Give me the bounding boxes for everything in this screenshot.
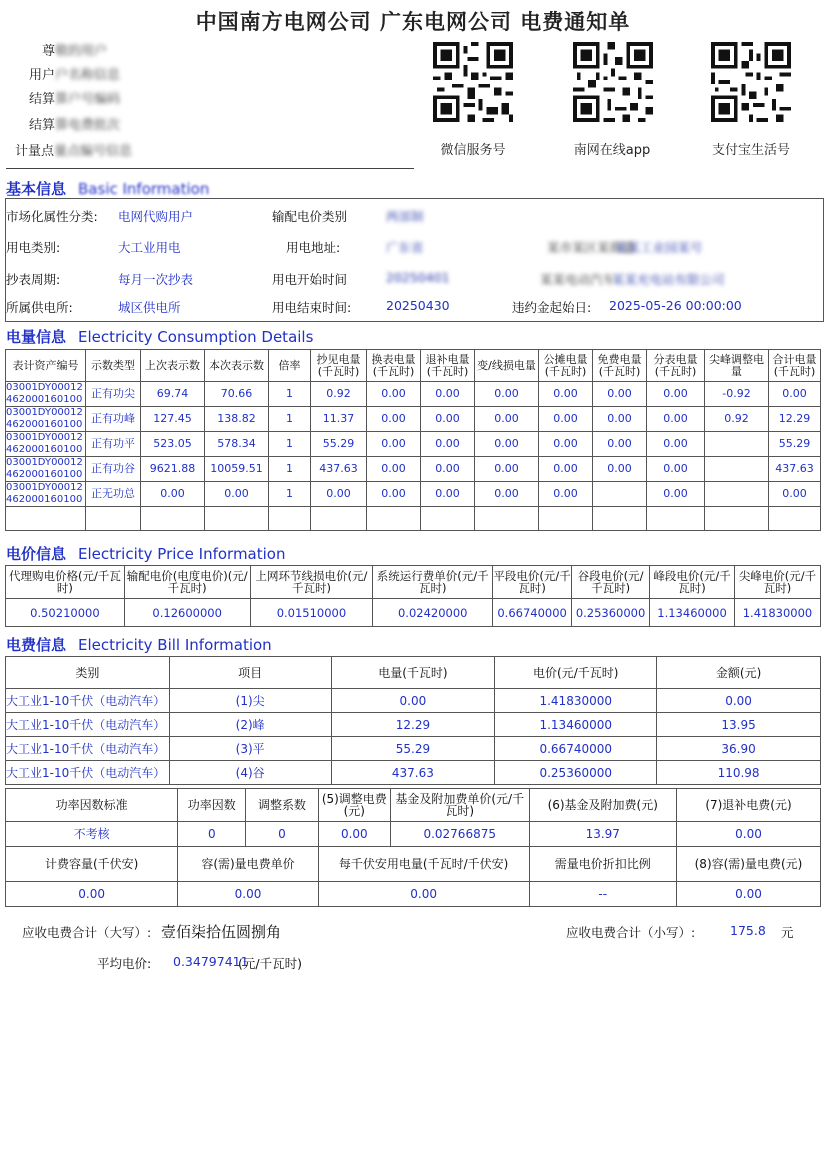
avg-price-unit: (元/千瓦时) xyxy=(238,956,302,971)
bill-table xyxy=(5,656,821,785)
cell: 0.00 xyxy=(311,482,367,507)
table-row xyxy=(6,882,821,907)
cell: 0.00 xyxy=(421,482,475,507)
avg-price-label: 平均电价: xyxy=(97,956,152,971)
cell: 0.92 xyxy=(311,382,367,407)
col-header: 免费电量(千瓦时) xyxy=(593,350,647,382)
address-label: 用电地址: xyxy=(286,240,341,255)
reading-type: 正有功峰 xyxy=(86,407,141,432)
cell: 11.37 xyxy=(311,407,367,432)
bill-kwh: 0.00 xyxy=(331,689,495,713)
col-header: 基金及附加费单价(元/千瓦时) xyxy=(390,789,529,822)
cell: 0.00 xyxy=(539,482,593,507)
penalty-label: 违约金起始日: xyxy=(512,300,592,315)
end-label: 用电结束时间: xyxy=(272,300,352,315)
cell: 0.00 xyxy=(367,407,421,432)
qr-code-wechat[interactable] xyxy=(433,42,513,122)
col-header: 抄见电量(千瓦时) xyxy=(311,350,367,382)
reading-type: 正有功平 xyxy=(86,432,141,457)
bill-price: 0.25360000 xyxy=(495,761,657,785)
col-header: 峰段电价(元/千瓦时) xyxy=(650,566,735,599)
power-factor-table xyxy=(5,788,821,907)
page-title: 中国南方电网公司 广东电网公司 电费通知单 xyxy=(195,10,631,34)
pf-cell: 13.97 xyxy=(529,822,676,847)
cell xyxy=(705,482,769,507)
header-user: 用户户名称信息 xyxy=(29,68,121,83)
price-cell: 1.41830000 xyxy=(735,599,821,627)
col-header: 换表电量(千瓦时) xyxy=(367,350,421,382)
cell: 578.34 xyxy=(205,432,269,457)
cell: 55.29 xyxy=(311,432,367,457)
bill-category: 大工业1-10千伏（电动汽车） xyxy=(6,689,170,713)
col-header: 表计资产编号 xyxy=(6,350,86,382)
cell: 0.00 xyxy=(141,482,205,507)
cell: 0.00 xyxy=(475,407,539,432)
cell: 1 xyxy=(269,407,311,432)
cell: 127.45 xyxy=(141,407,205,432)
bill-amount: 36.90 xyxy=(657,737,821,761)
col-header: 计费容量(千伏安) xyxy=(6,847,178,882)
header-account: 结算算户号编码 xyxy=(29,92,121,107)
cell: 70.66 xyxy=(205,382,269,407)
tariff-value: 两部制 xyxy=(386,209,424,224)
table-row xyxy=(6,457,821,482)
cycle-value: 每月一次抄表 xyxy=(118,272,194,287)
price-cell: 0.01510000 xyxy=(250,599,373,627)
cell: 0.00 xyxy=(475,432,539,457)
cell: 0.00 xyxy=(475,382,539,407)
usage-value: 大工业用电 xyxy=(118,240,181,255)
col-header: 分表电量(千瓦时) xyxy=(647,350,705,382)
bill-price: 1.41830000 xyxy=(495,689,657,713)
bill-kwh: 12.29 xyxy=(331,713,495,737)
meter-id: 03001DY00012462000160100 xyxy=(6,482,86,507)
cell xyxy=(705,457,769,482)
office-value: 城区供电所 xyxy=(118,300,181,315)
cycle-label: 抄表周期: xyxy=(6,272,61,287)
reading-type: 正有功尖 xyxy=(86,382,141,407)
start-blur-2: 某某充电站有限公司 xyxy=(612,272,725,287)
cell: 55.29 xyxy=(769,432,821,457)
col-header: 公摊电量(千瓦时) xyxy=(539,350,593,382)
price-cell: 0.50210000 xyxy=(6,599,125,627)
bill-section-title: 电费信息 Electricity Bill Information xyxy=(6,636,272,654)
reading-type: 正有功谷 xyxy=(86,457,141,482)
cap-cell: 0.00 xyxy=(677,882,821,907)
office-label: 所属供电所: xyxy=(6,300,73,315)
cell: 0.00 xyxy=(593,457,647,482)
table-row xyxy=(6,599,821,627)
col-header: 容(需)量电费单价 xyxy=(178,847,318,882)
price-table xyxy=(5,565,821,627)
col-header: 退补电量(千瓦时) xyxy=(421,350,475,382)
cell: 0.00 xyxy=(647,407,705,432)
market-value: 电网代购用户 xyxy=(118,209,194,224)
header-greeting: 尊敬的用户 xyxy=(42,44,108,59)
pf-cell: 0 xyxy=(178,822,246,847)
col-header: 尖峰调整电量 xyxy=(705,350,769,382)
cell: -0.92 xyxy=(705,382,769,407)
cell: 12.29 xyxy=(769,407,821,432)
total-lower-unit: 元 xyxy=(781,925,794,940)
table-row xyxy=(6,737,821,761)
start-blur-1: 某某电动汽车 xyxy=(540,272,616,287)
cap-cell: 0.00 xyxy=(318,882,529,907)
table-row-empty xyxy=(6,507,821,531)
meter-id: 03001DY00012462000160100 xyxy=(6,457,86,482)
price-cell: 0.25360000 xyxy=(572,599,650,627)
bill-item: (1)尖 xyxy=(169,689,331,713)
address-value: 广东省 xyxy=(386,240,424,255)
col-header: 功率因数标准 xyxy=(6,789,178,822)
price-cell: 0.66740000 xyxy=(493,599,572,627)
price-cell: 0.02420000 xyxy=(373,599,493,627)
end-value: 20250430 xyxy=(386,298,450,313)
table-row xyxy=(6,482,821,507)
cell: 0.00 xyxy=(593,382,647,407)
bill-amount: 110.98 xyxy=(657,761,821,785)
cell: 0.00 xyxy=(367,482,421,507)
col-header: 金额(元) xyxy=(657,657,821,689)
table-row xyxy=(6,382,821,407)
cell xyxy=(593,482,647,507)
col-header: (8)容(需)量电费(元) xyxy=(677,847,821,882)
table-row xyxy=(6,407,821,432)
total-upper-label: 应收电费合计（大写）: xyxy=(22,925,152,940)
cell: 10059.51 xyxy=(205,457,269,482)
col-header: 功率因数 xyxy=(178,789,246,822)
cell: 0.00 xyxy=(421,432,475,457)
cell: 0.00 xyxy=(539,432,593,457)
bill-item: (4)谷 xyxy=(169,761,331,785)
bill-category: 大工业1-10千伏（电动汽车） xyxy=(6,761,170,785)
bill-kwh: 55.29 xyxy=(331,737,495,761)
col-header: 变/线损电量 xyxy=(475,350,539,382)
cell: 0.00 xyxy=(539,457,593,482)
table-row xyxy=(6,689,821,713)
cap-cell: -- xyxy=(529,882,676,907)
total-upper-value: 壹佰柒拾伍圆捌角 xyxy=(161,923,282,941)
price-cell: 1.13460000 xyxy=(650,599,735,627)
cell: 1 xyxy=(269,432,311,457)
col-header: 电价(元/千瓦时) xyxy=(495,657,657,689)
col-header: 调整系数 xyxy=(246,789,318,822)
bill-amount: 0.00 xyxy=(657,689,821,713)
col-header: 尖峰电价(元/千瓦时) xyxy=(735,566,821,599)
cell: 0.00 xyxy=(367,432,421,457)
qr-caption-alipay: 支付宝生活号 xyxy=(711,143,790,158)
cell: 0.00 xyxy=(647,432,705,457)
cell: 0.00 xyxy=(769,482,821,507)
cell: 138.82 xyxy=(205,407,269,432)
bill-item: (3)平 xyxy=(169,737,331,761)
cell: 0.00 xyxy=(421,457,475,482)
col-header: (7)退补电费(元) xyxy=(677,789,821,822)
pf-cell: 0.02766875 xyxy=(390,822,529,847)
cell: 0.00 xyxy=(367,382,421,407)
bill-item: (2)峰 xyxy=(169,713,331,737)
cell: 0.00 xyxy=(647,482,705,507)
col-header: 谷段电价(元/千瓦时) xyxy=(572,566,650,599)
bill-price: 1.13460000 xyxy=(495,713,657,737)
col-header: (6)基金及附加费(元) xyxy=(529,789,676,822)
start-label: 用电开始时间 xyxy=(272,272,348,287)
price-section-title: 电价信息 Electricity Price Information xyxy=(6,545,286,563)
meter-id: 03001DY00012462000160100 xyxy=(6,382,86,407)
cell: 69.74 xyxy=(141,382,205,407)
cell: 0.00 xyxy=(367,457,421,482)
basic-section-title: 基本信息 Basic Information xyxy=(6,180,210,198)
cell: 1 xyxy=(269,457,311,482)
header-divider xyxy=(6,168,414,169)
consumption-section-title: 电量信息 Electricity Consumption Details xyxy=(6,328,314,346)
qr-code-alipay[interactable] xyxy=(711,42,791,122)
table-row xyxy=(6,713,821,737)
meter-id: 03001DY00012462000160100 xyxy=(6,407,86,432)
col-header: 示数类型 xyxy=(86,350,141,382)
address-blur-2: 某某工业园某号 xyxy=(615,240,703,255)
table-row xyxy=(6,822,821,847)
penalty-value: 2025-05-26 00:00:00 xyxy=(609,298,742,313)
start-value: 20250401 xyxy=(386,270,450,285)
cell: 0.00 xyxy=(475,457,539,482)
bill-kwh: 437.63 xyxy=(331,761,495,785)
cell: 0.00 xyxy=(205,482,269,507)
cell: 9621.88 xyxy=(141,457,205,482)
cell: 1 xyxy=(269,382,311,407)
cap-cell: 0.00 xyxy=(6,882,178,907)
tariff-label: 输配电价类别 xyxy=(272,209,348,224)
bill-amount: 13.95 xyxy=(657,713,821,737)
qr-caption-app: 南网在线app xyxy=(573,143,651,158)
cell: 0.00 xyxy=(421,407,475,432)
consumption-table xyxy=(5,349,821,531)
col-header: 每千伏安用电量(千瓦时/千伏安) xyxy=(318,847,529,882)
cell: 0.00 xyxy=(539,382,593,407)
price-cell: 0.12600000 xyxy=(124,599,250,627)
pf-cell: 0 xyxy=(246,822,318,847)
bill-category: 大工业1-10千伏（电动汽车） xyxy=(6,737,170,761)
col-header: 本次表示数 xyxy=(205,350,269,382)
col-header: 代理购电价格(元/千瓦时) xyxy=(6,566,125,599)
col-header: 输配电价(电度电价)(元/千瓦时) xyxy=(124,566,250,599)
header-settlement: 结算算电费批次 xyxy=(29,118,121,133)
qr-caption-wechat: 微信服务号 xyxy=(440,143,506,158)
cell: 0.92 xyxy=(705,407,769,432)
cell xyxy=(705,432,769,457)
cell: 0.00 xyxy=(421,382,475,407)
cell: 0.00 xyxy=(769,382,821,407)
col-header: 合计电量(千瓦时) xyxy=(769,350,821,382)
pf-cell: 不考核 xyxy=(6,822,178,847)
cell: 0.00 xyxy=(647,382,705,407)
col-header: 上网环节线损电价(元/千瓦时) xyxy=(250,566,373,599)
total-lower-value: 175.8 xyxy=(730,923,766,938)
col-header: (5)调整电费(元) xyxy=(318,789,390,822)
cell: 1 xyxy=(269,482,311,507)
col-header: 类别 xyxy=(6,657,170,689)
avg-price-value: 0.34797411 xyxy=(173,954,249,969)
col-header: 倍率 xyxy=(269,350,311,382)
col-header: 平段电价(元/千瓦时) xyxy=(493,566,572,599)
cell: 437.63 xyxy=(769,457,821,482)
bill-price: 0.66740000 xyxy=(495,737,657,761)
table-row xyxy=(6,432,821,457)
cell: 0.00 xyxy=(539,407,593,432)
total-lower-label: 应收电费合计（小写）: xyxy=(566,925,696,940)
cap-cell: 0.00 xyxy=(178,882,318,907)
col-header: 项目 xyxy=(169,657,331,689)
qr-code-app[interactable] xyxy=(573,42,653,122)
cell: 0.00 xyxy=(593,432,647,457)
usage-label: 用电类别: xyxy=(6,240,61,255)
table-row xyxy=(6,761,821,785)
col-header: 上次表示数 xyxy=(141,350,205,382)
address-blur-1: 某市某区某街道 xyxy=(547,240,635,255)
pf-cell: 0.00 xyxy=(318,822,390,847)
pf-cell: 0.00 xyxy=(677,822,821,847)
bill-category: 大工业1-10千伏（电动汽车） xyxy=(6,713,170,737)
cell: 0.00 xyxy=(475,482,539,507)
cell: 0.00 xyxy=(593,407,647,432)
cell: 523.05 xyxy=(141,432,205,457)
header-meterpoint: 计量点量点编号信息 xyxy=(15,144,133,159)
meter-id: 03001DY00012462000160100 xyxy=(6,432,86,457)
market-label: 市场化属性分类: xyxy=(6,209,98,224)
cell: 437.63 xyxy=(311,457,367,482)
reading-type: 正无功总 xyxy=(86,482,141,507)
col-header: 系统运行费单价(元/千瓦时) xyxy=(373,566,493,599)
col-header: 电量(千瓦时) xyxy=(331,657,495,689)
col-header: 需量电价折扣比例 xyxy=(529,847,676,882)
cell: 0.00 xyxy=(647,457,705,482)
